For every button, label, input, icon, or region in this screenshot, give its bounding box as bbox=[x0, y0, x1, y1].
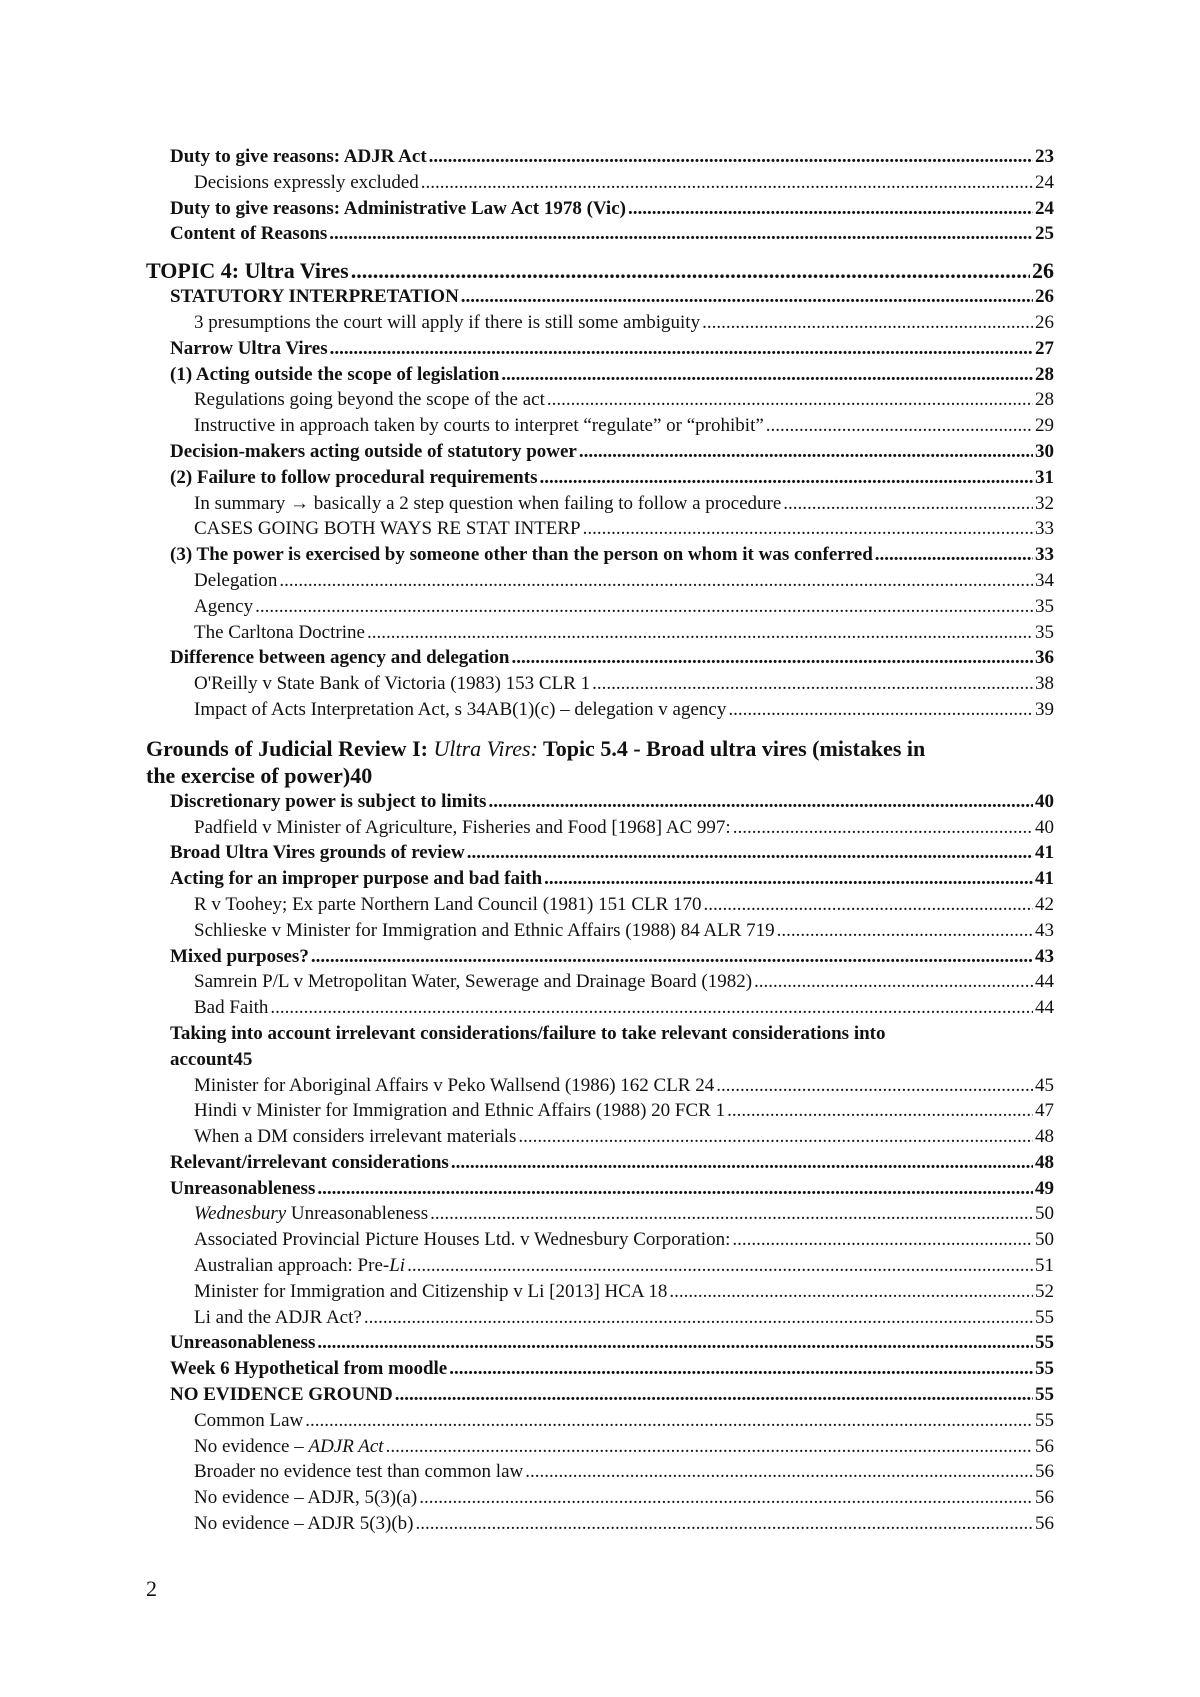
toc-page-number: 24 bbox=[1035, 171, 1054, 193]
toc-heading-title: TOPIC 4: Ultra Vires bbox=[146, 258, 349, 284]
toc-page-number: 25 bbox=[1035, 223, 1054, 245]
dot-leader bbox=[518, 1124, 1033, 1150]
toc-page-number: 33 bbox=[1035, 544, 1054, 566]
toc-heading-title-cont: Topic 5.4 - Broad ultra vires (mistakes in bbox=[537, 735, 926, 761]
toc-entry-title: Padfield v Minister of Agriculture, Fisheries and Food [1968] AC 997: bbox=[194, 816, 731, 838]
toc-entry[interactable] bbox=[146, 1408, 1054, 1434]
toc-page-number: 51 bbox=[1035, 1255, 1054, 1277]
toc-heading[interactable] bbox=[146, 735, 1054, 789]
toc-entry-title: Delegation bbox=[194, 569, 278, 591]
toc-entry-title: O'Reilly v State Bank of Victoria (1983) 153 CLR 1 bbox=[194, 673, 591, 695]
dot-leader bbox=[367, 620, 1033, 646]
toc-page-number: 26 bbox=[1035, 286, 1054, 308]
dot-leader bbox=[305, 1408, 1033, 1434]
toc-entry-title: The Carltona Doctrine bbox=[194, 621, 365, 643]
toc-page-number: 55 bbox=[1035, 1409, 1054, 1431]
dot-leader bbox=[544, 866, 1033, 892]
toc-entry-title: Minister for Aboriginal Affairs v Peko Wallsend (1986) 162 CLR 24 bbox=[194, 1074, 715, 1096]
dot-leader bbox=[766, 413, 1033, 439]
toc-page-number: 42 bbox=[1035, 893, 1054, 915]
toc-page-number: 26 bbox=[1032, 258, 1054, 284]
toc-entry-title-italic: Li bbox=[389, 1255, 406, 1277]
toc-page-number: 40 bbox=[1035, 790, 1054, 812]
toc-page-number: 56 bbox=[1035, 1461, 1054, 1483]
dot-leader bbox=[419, 1485, 1033, 1511]
toc-page-number: 44 bbox=[1035, 971, 1054, 993]
toc-entry-title: Decision-makers acting outside of statutory power bbox=[170, 440, 577, 462]
toc-entry-title: Instructive in approach taken by courts to interpret “regulate” or “prohibit” bbox=[194, 415, 764, 437]
dot-leader bbox=[270, 995, 1033, 1021]
toc-entry[interactable] bbox=[146, 542, 1054, 568]
dot-leader bbox=[364, 1305, 1033, 1331]
toc-entry[interactable] bbox=[146, 196, 1054, 222]
toc-entry-title: No evidence – ADJR 5(3)(b) bbox=[194, 1513, 414, 1535]
toc-entry[interactable] bbox=[146, 1124, 1054, 1150]
dot-leader bbox=[754, 969, 1033, 995]
toc-page-number: 52 bbox=[1035, 1280, 1054, 1302]
toc-entry-title: Duty to give reasons: ADJR Act bbox=[170, 146, 427, 167]
toc-page-number: 43 bbox=[1035, 919, 1054, 941]
toc-entry[interactable] bbox=[146, 1434, 1054, 1460]
toc-entry-title-italic: Wednesbury bbox=[194, 1203, 287, 1225]
toc-entry-title: Associated Provincial Picture Houses Ltd. v Wednesbury Corporation: bbox=[194, 1229, 731, 1251]
toc-entry[interactable] bbox=[146, 918, 1054, 944]
dot-leader bbox=[279, 568, 1033, 594]
toc-entry-title: Content of Reasons bbox=[170, 223, 328, 245]
toc-page-number: 34 bbox=[1035, 569, 1054, 591]
dot-leader bbox=[461, 284, 1033, 310]
toc-page-number: 55 bbox=[1035, 1306, 1054, 1328]
toc-entry[interactable] bbox=[146, 866, 1054, 892]
toc-page-number: 24 bbox=[1035, 197, 1054, 219]
dot-leader bbox=[875, 542, 1033, 568]
toc-entry[interactable] bbox=[146, 1253, 1054, 1279]
toc-entry[interactable] bbox=[146, 284, 1054, 310]
toc-entry[interactable] bbox=[146, 439, 1054, 465]
toc-entry[interactable] bbox=[146, 1330, 1054, 1356]
toc-page-number: 50 bbox=[1035, 1229, 1054, 1251]
dot-leader bbox=[727, 1098, 1033, 1124]
toc-page-number: 40 bbox=[350, 762, 373, 788]
toc-entry[interactable] bbox=[146, 789, 1054, 815]
toc-entry-title: Taking into account irrelevant considerations/failure to take relevant considerations into bbox=[170, 1022, 886, 1044]
toc-entry-title-rest: No evidence – bbox=[194, 1435, 309, 1457]
toc-entry-title-rest: Australian approach: Pre- bbox=[194, 1255, 390, 1277]
toc-page-number: 56 bbox=[1035, 1487, 1054, 1509]
toc-entry[interactable] bbox=[146, 969, 1054, 995]
toc-entry-title: Narrow Ultra Vires bbox=[170, 337, 328, 359]
toc-page-number: 23 bbox=[1035, 146, 1054, 167]
toc-page-number: 41 bbox=[1035, 842, 1054, 864]
dot-leader bbox=[329, 221, 1033, 247]
dot-leader bbox=[351, 258, 1030, 284]
toc-page-number: 41 bbox=[1035, 868, 1054, 890]
toc-entry[interactable] bbox=[146, 413, 1054, 439]
toc-page-number: 31 bbox=[1035, 466, 1054, 488]
dot-leader bbox=[704, 892, 1033, 918]
toc-entry[interactable] bbox=[146, 671, 1054, 697]
toc-page-number: 48 bbox=[1035, 1126, 1054, 1148]
toc-entry[interactable] bbox=[146, 620, 1054, 646]
dot-leader bbox=[421, 170, 1033, 196]
dot-leader bbox=[733, 815, 1033, 841]
toc-page-number: 55 bbox=[1035, 1384, 1054, 1406]
toc-page-number: 47 bbox=[1035, 1100, 1054, 1122]
toc-entry-title: When a DM considers irrelevant materials bbox=[194, 1126, 517, 1148]
toc-entry[interactable] bbox=[146, 815, 1054, 841]
dot-leader bbox=[728, 697, 1033, 723]
toc-entry-title-italic: ADJR Act bbox=[308, 1435, 384, 1457]
dot-leader bbox=[311, 944, 1033, 970]
dot-leader bbox=[395, 1382, 1033, 1408]
toc-entry[interactable] bbox=[146, 465, 1054, 491]
toc-entry-title: 3 presumptions the court will apply if there is still some ambiguity bbox=[194, 311, 701, 333]
toc-entry-title: Li and the ADJR Act? bbox=[194, 1306, 362, 1328]
toc-entry[interactable] bbox=[146, 1279, 1054, 1305]
toc-entry[interactable] bbox=[146, 336, 1054, 362]
toc-entry[interactable] bbox=[146, 1485, 1054, 1511]
dot-leader bbox=[255, 594, 1033, 620]
toc-heading-title: Grounds of Judicial Review I: bbox=[146, 735, 434, 761]
toc-entry[interactable] bbox=[146, 1511, 1054, 1537]
toc-entry[interactable] bbox=[146, 995, 1054, 1021]
toc-entry-title: Samrein P/L v Metropolitan Water, Sewerage and Drainage Board (1982) bbox=[194, 971, 753, 993]
dot-leader bbox=[386, 1434, 1033, 1460]
toc-entry[interactable] bbox=[146, 1021, 1054, 1073]
toc-page-number: 48 bbox=[1035, 1151, 1054, 1173]
toc-entry-title bbox=[194, 1201, 428, 1227]
toc-page-number: 36 bbox=[1035, 647, 1054, 669]
toc-entry[interactable] bbox=[146, 170, 1054, 196]
toc-heading-title-end: the exercise of power) bbox=[146, 762, 351, 788]
toc-page-number: 32 bbox=[1035, 492, 1054, 514]
dot-leader bbox=[451, 1150, 1033, 1176]
dot-leader bbox=[488, 789, 1033, 815]
toc-entry-title: Difference between agency and delegation bbox=[170, 647, 510, 669]
dot-leader bbox=[579, 439, 1033, 465]
toc-entry[interactable] bbox=[146, 362, 1054, 388]
dot-leader bbox=[511, 645, 1033, 671]
toc-entry-title: Regulations going beyond the scope of the act bbox=[194, 389, 545, 411]
dot-leader bbox=[449, 1356, 1033, 1382]
toc-heading-title-italic: Ultra Vires: bbox=[433, 735, 538, 761]
toc-page-number: 55 bbox=[1035, 1332, 1054, 1354]
toc-page-number: 29 bbox=[1035, 415, 1054, 437]
toc-entry[interactable] bbox=[146, 516, 1054, 542]
toc-entry[interactable] bbox=[146, 144, 1054, 170]
toc-entry[interactable] bbox=[146, 892, 1054, 918]
toc-entry[interactable] bbox=[146, 310, 1054, 336]
toc-entry[interactable] bbox=[146, 697, 1054, 723]
toc-entry-title: Week 6 Hypothetical from moodle bbox=[170, 1358, 448, 1380]
toc-entry[interactable] bbox=[146, 221, 1054, 247]
toc-page-number: 27 bbox=[1035, 337, 1054, 359]
toc-entry-title: Discretionary power is subject to limits bbox=[170, 790, 487, 812]
dot-leader bbox=[501, 362, 1033, 388]
toc-entry[interactable] bbox=[146, 387, 1054, 413]
toc-page-number: 26 bbox=[1035, 311, 1054, 333]
dot-leader bbox=[547, 387, 1033, 413]
dot-leader bbox=[592, 671, 1033, 697]
table-of-contents bbox=[146, 144, 1054, 1537]
toc-entry[interactable] bbox=[146, 1098, 1054, 1124]
toc-entry-title: (2) Failure to follow procedural requirements bbox=[170, 466, 538, 488]
toc-page-number: 30 bbox=[1035, 440, 1054, 462]
toc-entry[interactable] bbox=[146, 944, 1054, 970]
dot-leader bbox=[539, 465, 1033, 491]
toc-entry-title: Agency bbox=[194, 595, 254, 617]
toc-entry[interactable] bbox=[146, 568, 1054, 594]
toc-page-number: 28 bbox=[1035, 389, 1054, 411]
dot-leader bbox=[669, 1279, 1033, 1305]
toc-entry-title: In summary → basically a 2 step question when failing to follow a procedure bbox=[194, 492, 782, 514]
toc-entry-title: Duty to give reasons: Administrative Law Act 1978 (Vic) bbox=[170, 197, 626, 219]
toc-entry[interactable] bbox=[146, 594, 1054, 620]
toc-entry[interactable] bbox=[146, 1073, 1054, 1099]
toc-entry[interactable] bbox=[146, 1150, 1054, 1176]
dot-leader bbox=[467, 840, 1033, 866]
toc-entry[interactable] bbox=[146, 1356, 1054, 1382]
dot-leader bbox=[716, 1073, 1033, 1099]
toc-page-number: 28 bbox=[1035, 363, 1054, 385]
dot-leader bbox=[317, 1330, 1033, 1356]
toc-page-number: 44 bbox=[1035, 997, 1054, 1019]
dot-leader bbox=[628, 196, 1033, 222]
toc-entry[interactable] bbox=[146, 1201, 1054, 1227]
toc-entry-title bbox=[194, 1434, 384, 1460]
toc-entry-title bbox=[194, 1253, 405, 1279]
toc-entry-title: Common Law bbox=[194, 1409, 304, 1431]
toc-entry[interactable] bbox=[146, 1459, 1054, 1485]
toc-entry-title: Broad Ultra Vires grounds of review bbox=[170, 842, 465, 864]
dot-leader bbox=[330, 336, 1033, 362]
toc-entry-title: Bad Faith bbox=[194, 997, 269, 1019]
toc-page-number: 33 bbox=[1035, 518, 1054, 540]
toc-page-number: 40 bbox=[1035, 816, 1054, 838]
toc-entry[interactable] bbox=[146, 1305, 1054, 1331]
toc-page-number: 56 bbox=[1035, 1435, 1054, 1457]
toc-entry[interactable] bbox=[146, 491, 1054, 517]
toc-page-number: 43 bbox=[1035, 945, 1054, 967]
toc-entry-title: Acting for an improper purpose and bad faith bbox=[170, 868, 543, 890]
toc-entry-title: Decisions expressly excluded bbox=[194, 171, 419, 193]
dot-leader bbox=[583, 516, 1033, 542]
dot-leader bbox=[416, 1511, 1033, 1537]
toc-entry-title: (3) The power is exercised by someone other than the person on whom it was conferred bbox=[170, 544, 873, 566]
toc-entry-title: R v Toohey; Ex parte Northern Land Council (1981) 151 CLR 170 bbox=[194, 893, 702, 915]
toc-page-number: 38 bbox=[1035, 673, 1054, 695]
toc-entry-title: Minister for Immigration and Citizenship v Li [2013] HCA 18 bbox=[194, 1280, 668, 1302]
toc-entry-title: Relevant/irrelevant considerations bbox=[170, 1151, 449, 1173]
toc-entry-title: Broader no evidence test than common law bbox=[194, 1461, 524, 1483]
toc-heading[interactable] bbox=[146, 258, 1054, 284]
toc-entry-title: Hindi v Minister for Immigration and Ethnic Affairs (1988) 20 FCR 1 bbox=[194, 1100, 726, 1122]
toc-page-number: 45 bbox=[233, 1048, 253, 1070]
dot-leader bbox=[429, 144, 1033, 170]
toc-entry-title: STATUTORY INTERPRETATION bbox=[170, 286, 459, 308]
toc-entry-title-end: account bbox=[170, 1048, 234, 1070]
dot-leader bbox=[783, 491, 1033, 517]
toc-entry-title: CASES GOING BOTH WAYS RE STAT INTERP bbox=[194, 518, 581, 540]
toc-entry[interactable] bbox=[146, 1227, 1054, 1253]
toc-entry-title: Unreasonableness bbox=[170, 1332, 316, 1354]
toc-page-number: 35 bbox=[1035, 621, 1054, 643]
toc-entry-title: Schlieske v Minister for Immigration and Ethnic Affairs (1988) 84 ALR 719 bbox=[194, 919, 775, 941]
toc-page-number: 50 bbox=[1035, 1203, 1054, 1225]
toc-entry[interactable] bbox=[146, 1382, 1054, 1408]
toc-entry-title: Mixed purposes? bbox=[170, 945, 309, 967]
toc-page-number: 49 bbox=[1035, 1177, 1054, 1199]
toc-entry[interactable] bbox=[146, 840, 1054, 866]
toc-entry-title-rest: Unreasonableness bbox=[286, 1203, 429, 1225]
dot-leader bbox=[407, 1253, 1033, 1279]
dot-leader bbox=[525, 1459, 1033, 1485]
toc-entry[interactable] bbox=[146, 1176, 1054, 1202]
toc-page-number: 39 bbox=[1035, 698, 1054, 720]
toc-page-number: 45 bbox=[1035, 1074, 1054, 1096]
toc-page-number: 35 bbox=[1035, 595, 1054, 617]
dot-leader bbox=[777, 918, 1033, 944]
toc-page-number: 56 bbox=[1035, 1513, 1054, 1535]
toc-entry-title: No evidence – ADJR, 5(3)(a) bbox=[194, 1487, 418, 1509]
toc-entry-title: (1) Acting outside the scope of legislation bbox=[170, 363, 500, 385]
toc-entry-title: NO EVIDENCE GROUND bbox=[170, 1384, 393, 1406]
dot-leader bbox=[430, 1201, 1033, 1227]
dot-leader bbox=[702, 310, 1033, 336]
page-number: 2 bbox=[146, 1576, 157, 1601]
dot-leader bbox=[317, 1176, 1033, 1202]
toc-page-number: 55 bbox=[1035, 1358, 1054, 1380]
toc-entry[interactable] bbox=[146, 645, 1054, 671]
dot-leader bbox=[732, 1227, 1033, 1253]
toc-entry-title: Impact of Acts Interpretation Act, s 34AB(1)(c) – delegation v agency bbox=[194, 698, 727, 720]
toc-entry-title: Unreasonableness bbox=[170, 1177, 316, 1199]
